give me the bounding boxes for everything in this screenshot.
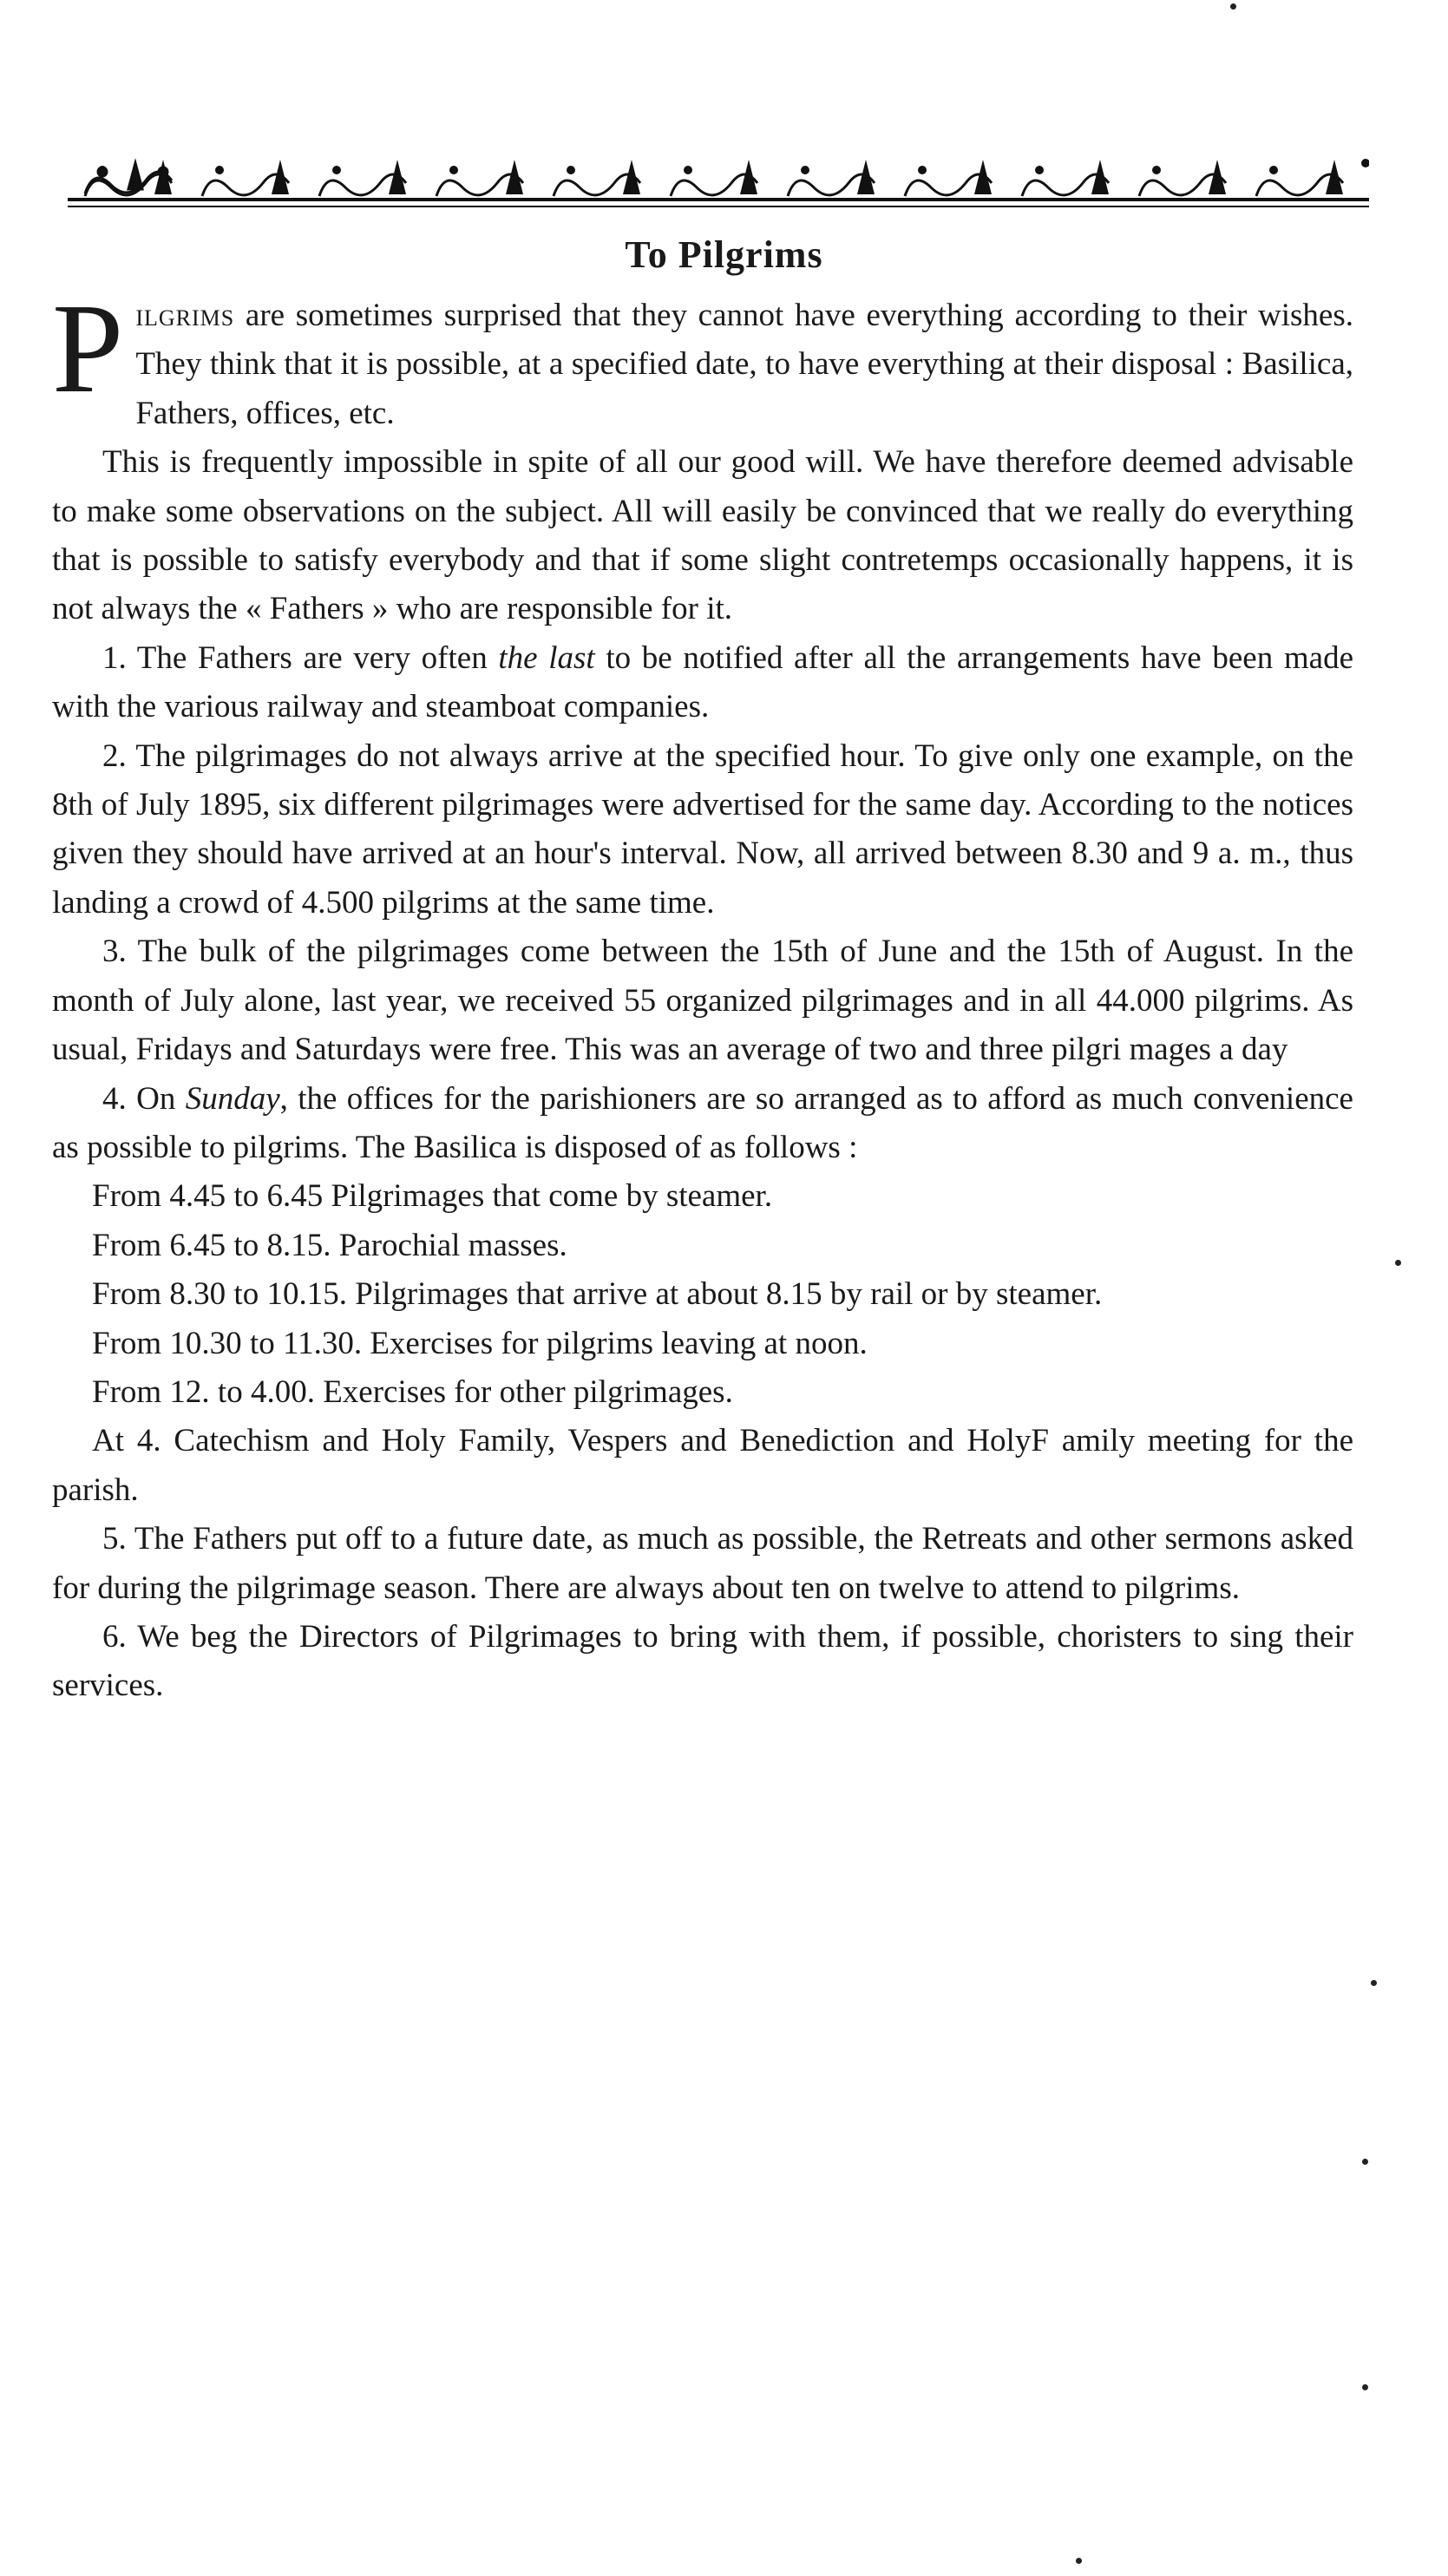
- print-speck: [1230, 3, 1236, 10]
- item4-text-a: 4. On: [102, 1080, 186, 1117]
- schedule-line: At 4. Catechism and Holy Family, Vespers and Benediction and HolyF amily meeting for the parish.: [52, 1423, 1353, 1508]
- paragraph-item-2: 2. The pilgrimages do not always arrive at the specified hour. To give only one example, on the 8th of July 1895, six different pilgrimages were advertised for the same day. According to the notices given they should have arrived at an hour's interval. Now, all arrived between 8.30 and 9 a. m., thus landing a crowd of 4.500 pilgrims at the same time.: [52, 737, 1353, 921]
- print-speck: [1362, 2159, 1368, 2165]
- item1-italic: the last: [498, 639, 595, 676]
- print-speck: [1371, 1980, 1377, 1986]
- print-speck: [1076, 2558, 1082, 2564]
- paragraph-item-1: [52, 634, 1353, 732]
- intro-paragraph: [52, 278, 1353, 438]
- schedule-line: From 4.45 to 6.45 Pilgrimages that come by steamer.: [92, 1178, 773, 1215]
- intro-smallcaps: ilgrims: [135, 298, 235, 333]
- item4-text-b: , the offices for the parishioners are so arranged as to afford as much convenience as possible to pilgrims. The Basilica is disposed of as follows :: [52, 1080, 1353, 1165]
- page-title: To Pilgrims: [625, 233, 823, 276]
- print-speck: [1395, 1260, 1401, 1266]
- paragraph-item-5: 5. The Fathers put off to a future date, as much as possible, the Retreats and other sermons asked for during the pilgrimage season. There are always about ten on twelve to attend to pilgrims.: [52, 1521, 1353, 1606]
- paragraph-observations: This is frequently impossible in spite of all our good will. We have therefore deemed advisable to make some observations on the subject. All will easily be convinced that we really do everything that is possible to satisfy everybody and that if some slight contretemps occasionally happens, it is not always the « Fathers » who are responsible for it.: [52, 444, 1353, 627]
- item4-italic: Sunday: [185, 1080, 280, 1117]
- document-body: [52, 278, 1353, 1711]
- paragraph-item-3: 3. The bulk of the pilgrimages come between the 15th of June and the 15th of August. In the month of July alone, last year, we received 55 organized pilgrimages and in all 44.000 pilgrims. As usual, Fridays and Saturdays were free. This was an average of two and three pilgri mages a day: [52, 934, 1353, 1068]
- paragraph-item-4: [52, 1075, 1353, 1173]
- print-speck: [1362, 2384, 1368, 2390]
- schedule-line: From 10.30 to 11.30. Exercises for pilgrims leaving at noon.: [92, 1325, 868, 1361]
- paragraph-item-6: 6. We beg the Directors of Pilgrimages to bring with them, if possible, choristers to sing their services.: [52, 1618, 1353, 1704]
- item1-text-a: 1. The Fathers are very often: [102, 639, 499, 676]
- drop-cap: P: [52, 278, 124, 420]
- schedule-line: From 6.45 to 8.15. Parochial masses.: [92, 1227, 567, 1263]
- intro-text: are sometimes surprised that they cannot have everything according to their wishes. They think that it is possible, at a specified date, to have everything at their disposal : Basilica, Fathers, offices, etc.: [135, 298, 1353, 431]
- ornamental-border: [68, 146, 1369, 215]
- schedule-line: From 12. to 4.00. Exercises for other pilgrimages.: [92, 1373, 733, 1410]
- schedule-line: From 8.30 to 10.15. Pilgrimages that arrive at about 8.15 by rail or by steamer.: [92, 1276, 1103, 1313]
- item1-text-b: to be notified after all the arrangements have been made with the various railway and steamboat companies.: [52, 639, 1353, 725]
